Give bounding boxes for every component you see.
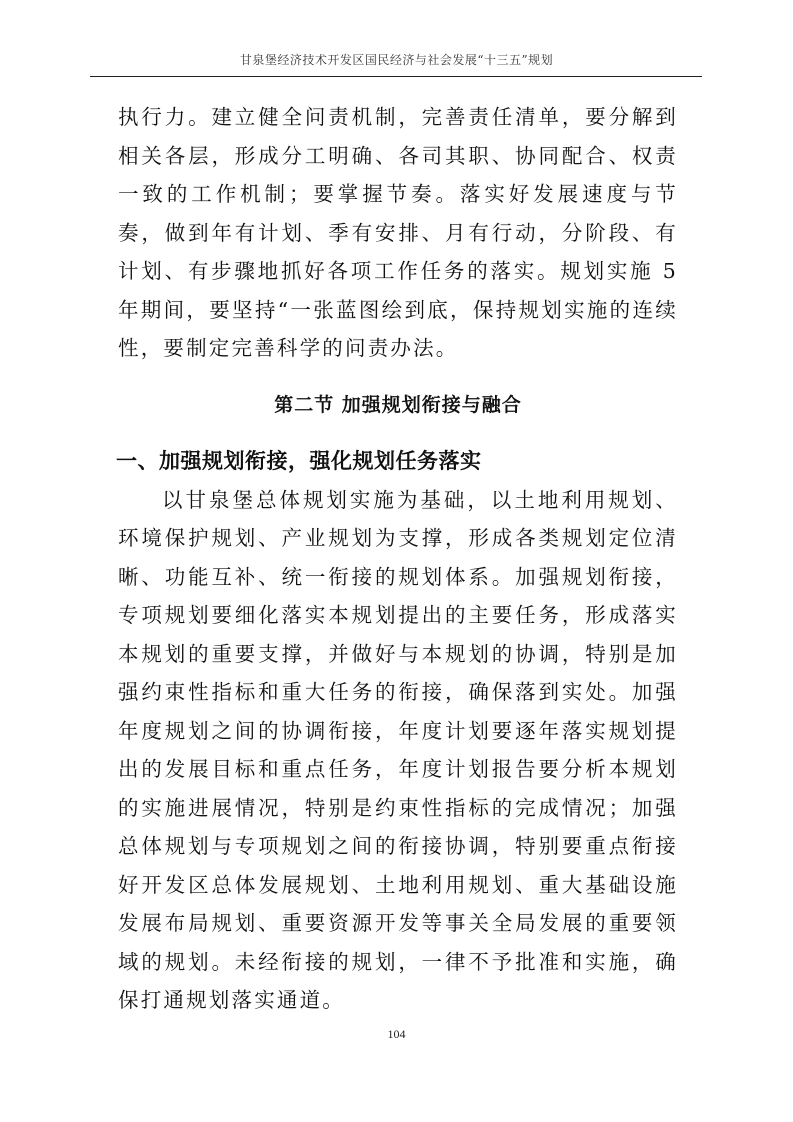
- header-divider: [90, 76, 702, 77]
- continued-paragraph: 执行力。建立健全问责机制，完善责任清单，要分解到相关各层，形成分工明确、各司其职、协同配合、权责一致的工作机制；要掌握节奏。落实好发展速度与节奏，做到年有计划、季有安排、月有行动，分阶段、有计划、有步骤地抓好各项工作任务的落实。规划实施 5 年期间，要坚持“一张蓝图绘到底，保持规划实施的连续性，要制定完善科学的问责办法。: [118, 105, 678, 360]
- running-header: 甘泉堡经济技术开发区国民经济与社会发展“十三五”规划: [239, 53, 554, 67]
- page-number: 104: [387, 1027, 406, 1041]
- page-content: [118, 98, 678, 1020]
- subheading: 一、加强规划衔接，强化规划任务落实: [116, 448, 482, 473]
- section-title: 第二节 加强规划衔接与融合: [274, 393, 522, 416]
- body-paragraph: 以甘泉堡总体规划实施为基础，以土地利用规划、环境保护规划、产业规划为支撑，形成各类规划定位清晰、功能互补、统一衔接的规划体系。加强规划衔接，专项规划要细化落实本规划提出的主要任务，形成落实本规划的重要支撑，并做好与本规划的协调，特别是加强约束性指标和重大任务的衔接，确保落到实处。加强年度规划之间的协调衔接，年度计划要逐年落实规划提出的发展目标和重点任务，年度计划报告要分析本规划的实施进展情况，特别是约束性指标的完成情况；加强总体规划与专项规划之间的衔接协调，特别要重点衔接好开发区总体发展规划、土地利用规划、重大基础设施发展布局规划、重要资源开发等事关全局发展的重要领域的规划。未经衔接的规划，一律不予批准和实施，确保打通规划落实通道。: [118, 487, 678, 1012]
